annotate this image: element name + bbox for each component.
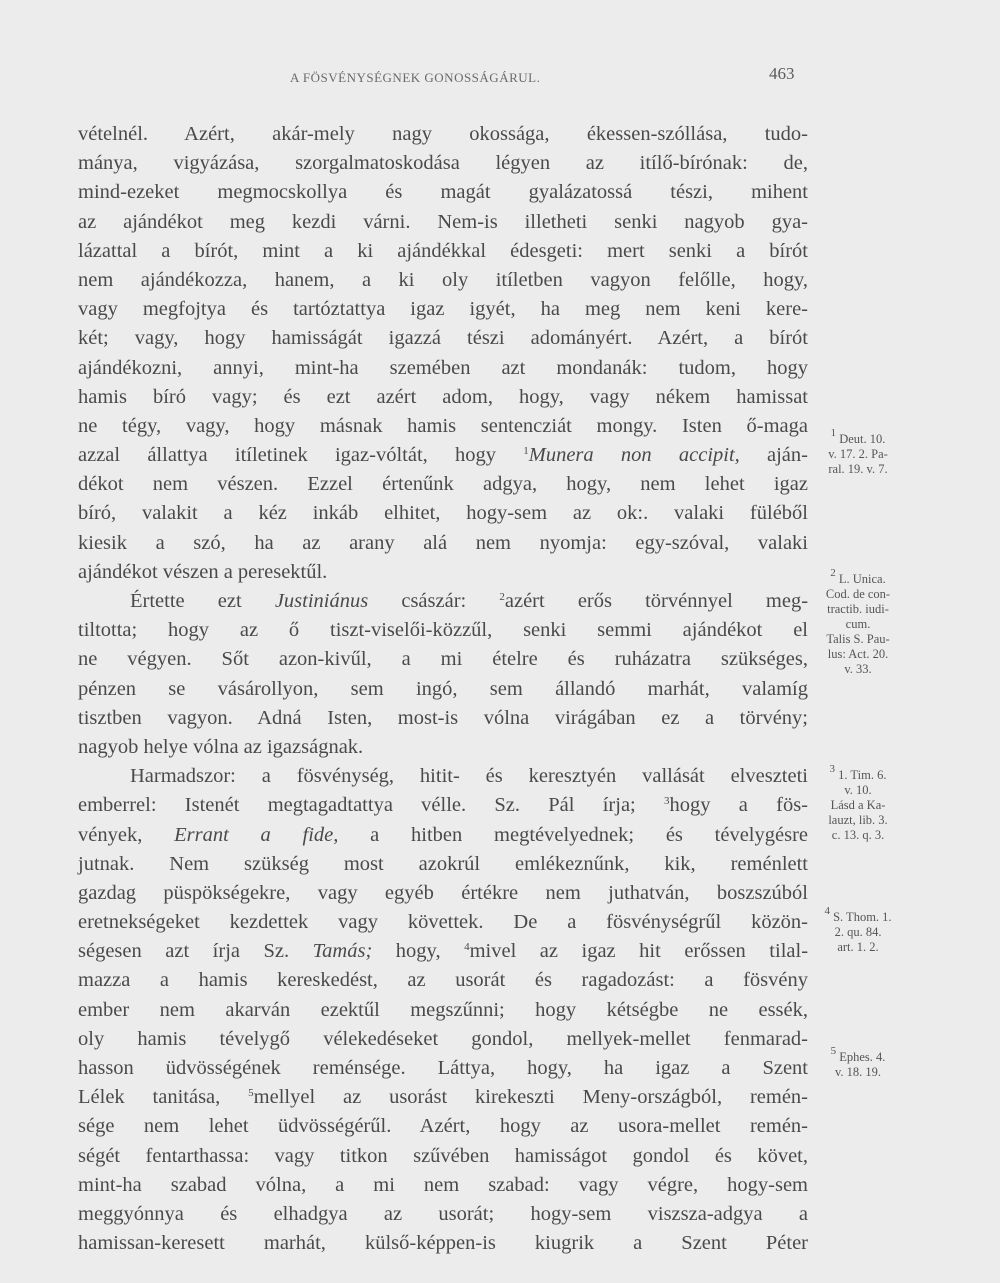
text-line: pénzen se vásárollyon, sem ingó, sem állandó marhát, valamíg (78, 677, 808, 700)
text-line: mazza a hamis kereskedést, az usorát és ragadozást: a fösvény (78, 969, 808, 992)
reference-mark: 5 (248, 1087, 254, 1100)
running-head: A FÖSVÉNYSÉGNEK GONOSSÁGÁRUL. (290, 70, 541, 85)
text-line: dékot nem vészen. Ezzel értenűnk adgya, hogy, nem lehet igaz (78, 473, 808, 496)
note-line (812, 763, 904, 783)
note-line: lauzt, lib. 3. (828, 813, 888, 827)
text-segment: a hitben megtévelyednek; és tévelygésre (370, 823, 808, 846)
reference-mark: 1 (523, 445, 529, 458)
note-line: v. 33. (844, 662, 872, 676)
note-line: v. 17. 2. Pa- (828, 447, 888, 461)
text-line: két; vagy, hogy hamisságát igazzá tészi adományért. Azért, a bírót (78, 327, 808, 350)
note-line: v. 10. (844, 783, 872, 797)
italic-name: Justiniánus (274, 590, 369, 612)
note-line: 2. qu. 84. (834, 925, 882, 939)
note-line: v. 18. 19. (834, 1065, 882, 1079)
note-line (812, 427, 904, 447)
note-line (812, 905, 904, 925)
text-segment: hogy, (395, 940, 441, 963)
text-line: meggyónnya és elhadgya az usorát; hogy-sem viszsza-adgya a (78, 1202, 808, 1225)
note-mark: 1 (830, 427, 837, 439)
latin-quote: Munera non accipit, (528, 444, 740, 467)
text-line: jutnak. Nem szükség most azokrúl emlékeznűnk, kik, reménlett (78, 852, 808, 875)
note-mark: 3 (829, 763, 836, 775)
text-segment: emberrel: Istenét megtagadtattya vélle. Sz. Pál írja; (78, 794, 636, 817)
text-line: mind-ezeket megmocskollya és magát gyalázatossá tészi, mihent (78, 181, 808, 204)
text-line: gazdag püspökségekre, vagy egyéb értékre nem juthatván, boszszúból (78, 881, 808, 904)
page-number: 463 (769, 64, 795, 83)
text-line: nem ajándékozza, hanem, a ki oly itíletben vagyon felőlle, hogy, (78, 268, 808, 291)
note-line: ral. 19. v. 7. (828, 462, 888, 476)
note-line: c. 13. q. 3. (831, 828, 885, 842)
marginal-note-3 (812, 763, 904, 843)
text-line: mint-ha szabad vólna, a mi nem szabad: vagy végre, hogy-sem (78, 1173, 808, 1196)
text-line: Harmadszor: a fösvénység, hitit- és keresztyén vallását elveszteti (130, 765, 808, 788)
text-line: nagyob helye vólna az igazságnak. (78, 735, 364, 758)
text-segment: mivel az igaz hit erőssen tilal- (469, 940, 809, 963)
note-line: tractib. iudi- (827, 602, 889, 616)
text-segment: Lélek tanitása, (78, 1086, 221, 1109)
text-line: ne végyen. Sőt azon-kivűl, a mi ételre és ruházatra szükséges, (78, 648, 808, 671)
text-line: lázattal a bírót, mint a ki ajándékkal édesgeti: mert senki a bírót (78, 239, 808, 262)
text-line: ségét fentarthassa: vagy titkon szűvében hamisságot gondol és követ, (78, 1144, 808, 1167)
text-line: vételnél. Azért, akár-mely nagy okossága, ékessen-szóllása, tudo- (78, 123, 808, 145)
text-line: ne tégy, vagy, hogy másnak hamis sentencziát mongy. Isten ő-maga (78, 414, 808, 437)
text-line: eretnekségeket kezdettek vagy követtek. De a fösvénységrűl közön- (78, 911, 808, 934)
latin-quote: Errant a fide, (174, 823, 339, 846)
note-mark: 4 (824, 905, 830, 917)
text-line: hasson üdvösségének reménsége. Láttya, hogy, ha igaz a Szent (78, 1057, 808, 1079)
text-line (78, 587, 808, 616)
note-line: art. 1. 2. (837, 940, 879, 954)
note-line: cum. (845, 617, 871, 631)
note-mark: 5 (830, 1045, 837, 1057)
text-segment: aján- (767, 444, 808, 467)
marginal-note-2 (812, 567, 904, 677)
note-text: Deut. 10. (839, 432, 886, 446)
note-text: 1. Tim. 6. (838, 768, 887, 782)
text-segment: mellyel az usorást kirekeszti Meny-országból, remén- (253, 1086, 808, 1109)
main-text (78, 120, 808, 1258)
reference-mark: 4 (464, 941, 470, 954)
text-segment: ségesen azt írja Sz. (78, 940, 290, 963)
note-text: S. Thom. 1. (833, 910, 892, 924)
text-line: kiesik a szó, ha az arany alá nem nyomja: egy-szóval, valaki (78, 531, 808, 554)
note-line: Cod. de con- (825, 587, 891, 601)
text-line: hamis bíró vagy; és ezt azért adom, hogy, vagy nékem hamissat (78, 385, 808, 408)
marginal-note-5 (812, 1045, 904, 1080)
text-segment: vények, (78, 823, 143, 846)
marginal-note-4 (812, 905, 904, 955)
text-line (78, 791, 808, 820)
note-text: Ephes. 4. (839, 1050, 886, 1064)
text-line: ajándékozni, annyi, mint-ha szemében azt mondanák: tudom, hogy (78, 356, 808, 379)
note-line: Talis S. Pau- (826, 632, 890, 646)
text-segment: hogy a fös- (669, 794, 809, 817)
italic-name: Tamás; (312, 940, 373, 963)
text-line: bíró, valakit a kéz inkáb elhitet, hogy-sem az ok:. valaki füléből (78, 502, 808, 525)
text-line: sége nem lehet üdvösségérűl. Azért, hogy az usora-mellet remén- (78, 1115, 808, 1138)
note-text: L. Unica. (838, 572, 886, 586)
note-line: lus: Act. 20. (827, 647, 889, 661)
text-line: vagy megfojtya és tartóztattya igaz igyét, ha meg nem keni kere- (78, 298, 808, 321)
text-line: hamissan-keresett marhát, külső-képpen-is kiugrik a Szent Péter (78, 1232, 808, 1255)
text-line: tisztben vagyon. Adná Isten, most-is vólna virágában ez a törvény; (78, 706, 808, 729)
text-segment: császár: (401, 590, 467, 612)
text-line: ember nem akarván ezektűl megszűnni; hogy kétségbe ne essék, (78, 998, 808, 1021)
note-line: Lásd a Ka- (830, 798, 886, 812)
text-segment: Értette ezt (130, 590, 242, 612)
marginal-note-1 (812, 427, 904, 477)
text-line (78, 1083, 808, 1112)
text-segment: azzal állattya itíletinek igaz-vóltát, hogy (78, 444, 497, 467)
text-line: oly hamis tévelygő vélekedéseket gondol, mellyek-mellet fenmarad- (78, 1027, 808, 1050)
reference-mark: 3 (664, 795, 670, 808)
note-line (812, 1045, 904, 1065)
text-line: az ajándékot meg kezdi várni. Nem-is illetheti senki nagyob gya- (78, 210, 808, 233)
text-line: mánya, vigyázása, szorgalmatoskodása légyen az itílő-bírónak: de, (78, 152, 808, 175)
text-line (78, 441, 808, 470)
text-segment: azért erős törvénnyel meg- (504, 590, 809, 612)
note-line (812, 567, 904, 587)
text-line: ajándékot vészen a peresektűl. (78, 560, 328, 583)
reference-mark: 2 (499, 591, 505, 603)
text-line: tiltotta; hogy az ő tiszt-viselői-közzűl, senki semmi ajándékot el (78, 619, 808, 642)
text-line (78, 937, 808, 966)
note-mark: 2 (830, 567, 836, 579)
text-line (78, 821, 808, 850)
